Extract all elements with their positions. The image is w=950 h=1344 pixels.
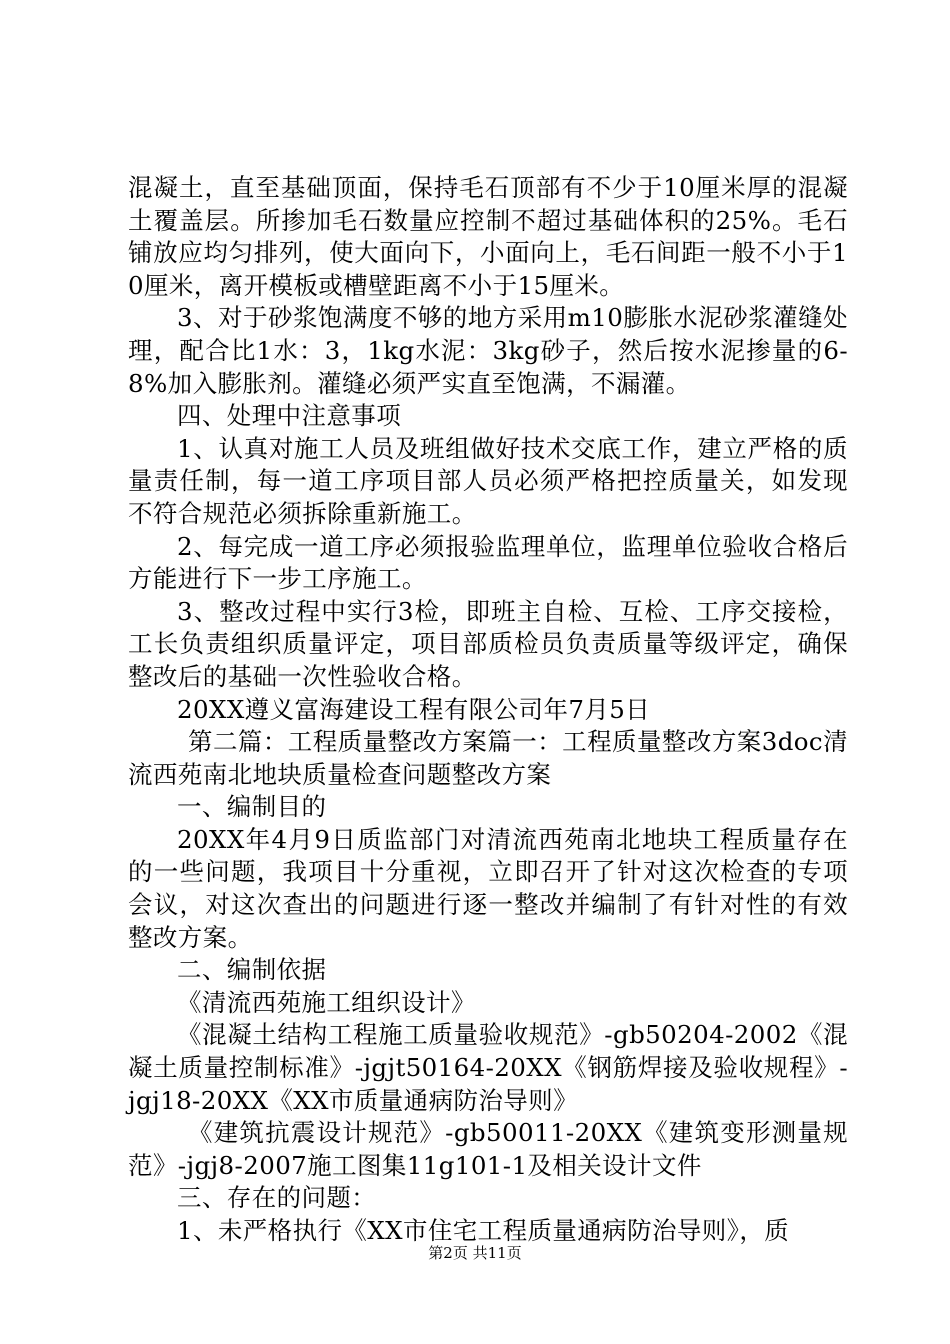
signature-line: 20XX遵义富海建设工程有限公司年7月5日 [177,694,651,724]
section-heading-4: 四、处理中注意事项 [177,401,402,431]
basis-item-design: 《清流西苑施工组织设计》 [177,987,476,1017]
document-body [128,172,848,1248]
paragraph-note-3: 3、整改过程中实行3检，即班主自检、互检、工序交接检，工长负责组织质量评定，项目部质检员负责质量等级评定，确保整改后的基础一次性验收合格。 [128,596,848,691]
paragraph-note-2: 2、每完成一道工序必须报验监理单位，监理单位验收合格后方能进行下一步工序施工。 [128,531,848,594]
basis-item-seismic: 《建筑抗震设计规范》-gb50011-20XX《建筑变形测量规范》-jgj8-2007施工图集11g101-1及相关设计文件 [128,1118,848,1180]
chapter-title: 第二篇：工程质量整改方案篇一：工程质量整改方案3doc清流西苑南北地块质量检查问题整改方案 [128,727,848,789]
paragraph-purpose: 20XX年4月9日质监部门对清流西苑南北地块工程质量存在的一些问题，我项目十分重视，立即召开了针对这次检查的专项会议，对这次查出的问题进行逐一整改并编制了有针对性的有效整改方案。 [128,824,848,952]
page-number-footer: 第2页 共11页 [428,1244,522,1262]
section-heading-purpose: 一、编制目的 [177,792,327,822]
section-heading-basis: 二、编制依据 [177,955,327,985]
paragraph-item-3: 3、对于砂浆饱满度不够的地方采用m10膨胀水泥砂浆灌缝处理，配合比1水：3，1kg水泥：3kg砂子，然后按水泥掺量的6-8%加入膨胀剂。灌缝必须严实直至饱满，不漏灌。 [128,303,848,398]
paragraph-note-1: 1、认真对施工人员及班组做好技术交底工作，建立严格的质量责任制，每一道工序项目部人员必须严格把控质量关，如发现不符合规范必须拆除重新施工。 [128,433,848,528]
basis-item-standards: 《混凝土结构工程施工质量验收规范》-gb50204-2002《混凝土质量控制标准》-jgjt50164-20XX《钢筋焊接及验收规程》-jgj18-20XX《XX市质量通病防治导则》 [128,1020,848,1115]
paragraph-problem-1: 1、未严格执行《XX市住宅工程质量通病防治导则》，质 [177,1216,790,1245]
section-heading-problems: 三、存在的问题： [177,1183,377,1213]
paragraph-continuation: 混凝土，直至基础顶面，保持毛石顶部有不少于10厘米厚的混凝土覆盖层。所掺加毛石数量应控制不超过基础体积的25%。毛石铺放应均匀排列，使大面向下，小面向上，毛石间距一般不小于10厘米，离开模板或槽壁距离不小于15厘米。 [128,173,848,300]
